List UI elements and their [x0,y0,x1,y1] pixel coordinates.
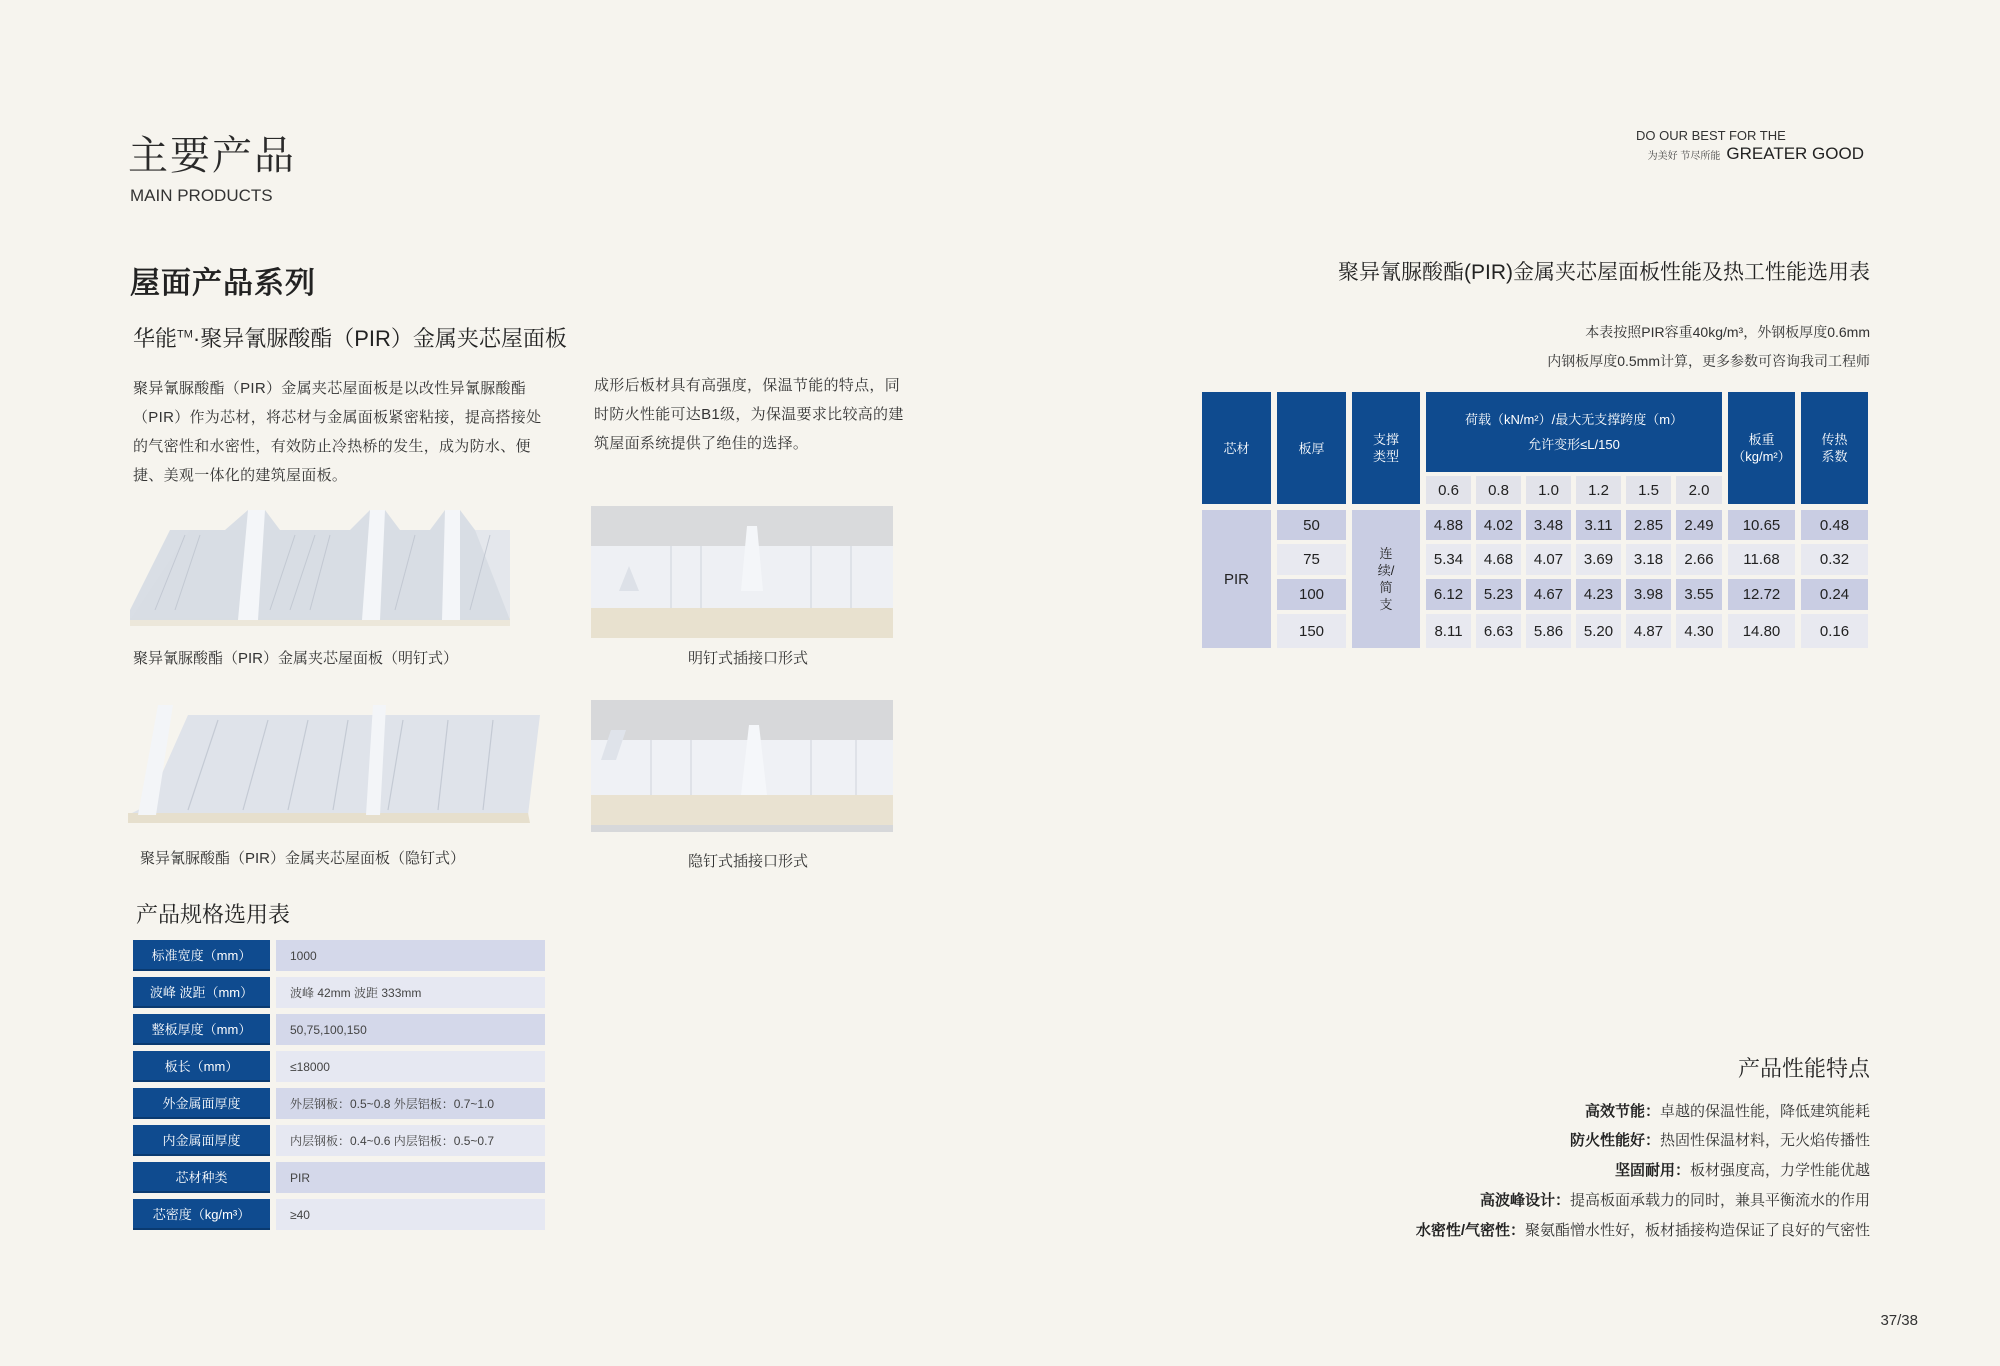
core-cell: PIR [1202,510,1271,648]
spec-row [133,977,545,1008]
feature-key: 防火性能好： [1569,1132,1660,1149]
load-col: 1.2 [1576,476,1621,504]
weight-cell: 11.68 [1728,544,1795,575]
span-cell: 6.12 [1426,579,1471,610]
spec-key: 整板厚度（mm） [133,1014,270,1045]
header-weight: 板重（kg/m²） [1728,392,1795,504]
feature-key: 坚固耐用： [1614,1162,1690,1179]
header-support: 支撑类型 [1352,392,1420,504]
feature-value: 热固性保温材料，无火焰传播性 [1659,1132,1870,1149]
span-cell: 2.49 [1676,510,1722,540]
span-cell: 3.18 [1626,544,1671,575]
spec-table-title: 产品规格选用表 [136,902,291,927]
spec-row [133,1199,545,1230]
feature-value: 聚氨酯憎水性好，板材插接构造保证了良好的气密性 [1524,1222,1870,1239]
spec-row [133,1162,545,1193]
span-cell: 4.23 [1576,579,1621,610]
span-cell: 3.48 [1526,510,1571,540]
feature-item [1570,1129,1870,1150]
table-note-1: 本表按照PIR容重40kg/m³，外钢板厚度0.6mm [1585,324,1870,340]
spec-value: PIR [276,1162,545,1193]
heat-cell: 0.48 [1801,510,1868,540]
spec-key: 板长（mm） [133,1051,270,1082]
span-cell: 5.34 [1426,544,1471,575]
heat-cell: 0.16 [1801,614,1868,648]
spec-key: 内金属面厚度 [133,1125,270,1156]
span-cell: 6.63 [1476,614,1521,648]
spec-row [133,1125,545,1156]
slogan-small: 为美好 节尽所能 [1647,151,1721,162]
thickness-cell: 150 [1277,614,1346,648]
feature-key: 高效节能： [1584,1103,1660,1120]
trademark: TM [177,328,193,341]
support-cell: 连续/简支 [1352,510,1420,648]
span-cell: 5.23 [1476,579,1521,610]
spec-value: 波峰 42mm 波距 333mm [276,977,545,1008]
weight-cell: 14.80 [1728,614,1795,648]
span-cell: 4.67 [1526,579,1571,610]
span-cell: 5.20 [1576,614,1621,648]
span-cell: 3.98 [1626,579,1671,610]
joint-image-exposed [591,506,893,638]
span-cell: 4.87 [1626,614,1671,648]
caption-concealed: 聚异氰脲酸酯（PIR）金属夹芯屋面板（隐钉式） [140,850,466,867]
thickness-cell: 75 [1277,544,1346,575]
feature-item [1585,1100,1870,1121]
header-heat: 传热系数 [1801,392,1868,504]
page-subtitle: MAIN PRODUCTS [130,186,273,205]
header-core: 芯材 [1202,392,1271,504]
feature-item [1416,1219,1870,1240]
panel-image-concealed [128,705,540,825]
intro-paragraph-1: 聚异氰脲酸酯（PIR）金属夹芯屋面板是以改性异氰脲酸酯（PIR）作为芯材，将芯材与金属面板紧密粘接，提高搭接处的气密性和水密性，有效防止冷热桥的发生，成为防水、便捷、美观一体化的建筑屋面板。 [133,380,542,484]
product-name: ·聚异氰脲酸酯（PIR）金属夹芯屋面板 [192,326,567,351]
header-load-line2: 允许变形≤L/150 [1528,437,1620,452]
load-col: 2.0 [1676,476,1722,504]
heat-cell: 0.32 [1801,544,1868,575]
weight-cell: 12.72 [1728,579,1795,610]
span-cell: 3.69 [1576,544,1621,575]
span-cell: 4.68 [1476,544,1521,575]
span-cell: 4.02 [1476,510,1521,540]
product-title [133,322,567,353]
performance-table [1202,392,1868,648]
spec-key: 芯材种类 [133,1162,270,1193]
spec-value: ≤18000 [276,1051,545,1082]
slogan-line1: DO OUR BEST FOR THE [1636,128,1786,143]
span-cell: 3.55 [1676,579,1722,610]
spec-key: 标准宽度（mm） [133,940,270,971]
spec-table [133,940,545,1236]
page-number: 37/38 [1880,1312,1918,1329]
span-cell: 2.66 [1676,544,1722,575]
feature-value: 卓越的保温性能，降低建筑能耗 [1659,1103,1870,1120]
load-col: 1.5 [1626,476,1671,504]
intro-paragraph-2: 成形后板材具有高强度，保温节能的特点，同时防火性能可达B1级，为保温要求比较高的建筑屋面系统提供了绝佳的选择。 [594,377,904,452]
feature-value: 提高板面承载力的同时，兼具平衡流水的作用 [1569,1192,1870,1209]
caption-exposed-joint: 明钉式插接口形式 [688,650,809,667]
span-cell: 8.11 [1426,614,1471,648]
header-load-line1: 荷载（kN/m²）/最大无支撑跨度（m） [1464,412,1684,427]
panel-image-exposed [130,510,510,630]
feature-key: 高波峰设计： [1479,1192,1570,1209]
slogan-line2 [1648,144,1864,164]
features-title: 产品性能特点 [1737,1056,1870,1081]
span-cell: 4.07 [1526,544,1571,575]
spec-key: 波峰 波距（mm） [133,977,270,1008]
load-col: 0.8 [1476,476,1521,504]
thickness-cell: 100 [1277,579,1346,610]
slogan-big: GREATER GOOD [1726,144,1864,163]
span-cell: 4.30 [1676,614,1722,648]
page-title: 主要产品 [128,134,296,178]
heat-cell: 0.24 [1801,579,1868,610]
spec-key: 外金属面厚度 [133,1088,270,1119]
span-cell: 3.11 [1576,510,1621,540]
spec-key: 芯密度（kg/m³） [133,1199,270,1230]
span-cell: 4.88 [1426,510,1471,540]
product-brand: 华能 [133,326,178,351]
spec-value: 外层钢板：0.5~0.8 外层铝板：0.7~1.0 [276,1088,545,1119]
spec-value: 1000 [276,940,545,971]
feature-value: 板材强度高，力学性能优越 [1689,1162,1870,1179]
weight-cell: 10.65 [1728,510,1795,540]
spec-row [133,1088,545,1119]
feature-item [1480,1189,1870,1210]
spec-row [133,940,545,971]
caption-concealed-joint: 隐钉式插接口形式 [688,853,809,870]
spec-value: ≥40 [276,1199,545,1230]
table-note-2: 内钢板厚度0.5mm计算，更多参数可咨询我司工程师 [1547,353,1870,369]
spec-row [133,1051,545,1082]
spec-value: 50,75,100,150 [276,1014,545,1045]
thickness-cell: 50 [1277,510,1346,540]
performance-table-title: 聚异氰脲酸酯(PIR)金属夹芯屋面板性能及热工性能选用表 [1338,261,1870,284]
section-title: 屋面产品系列 [130,267,316,300]
feature-key: 水密性/气密性： [1415,1222,1525,1239]
feature-item [1615,1159,1870,1180]
header-load [1426,392,1722,472]
header-thickness: 板厚 [1277,392,1346,504]
span-cell: 5.86 [1526,614,1571,648]
load-col: 1.0 [1526,476,1571,504]
span-cell: 2.85 [1626,510,1671,540]
spec-row [133,1014,545,1045]
load-col: 0.6 [1426,476,1471,504]
caption-exposed: 聚异氰脲酸酯（PIR）金属夹芯屋面板（明钉式） [133,650,459,667]
spec-value: 内层钢板：0.4~0.6 内层铝板：0.5~0.7 [276,1125,545,1156]
joint-image-concealed [591,700,893,832]
